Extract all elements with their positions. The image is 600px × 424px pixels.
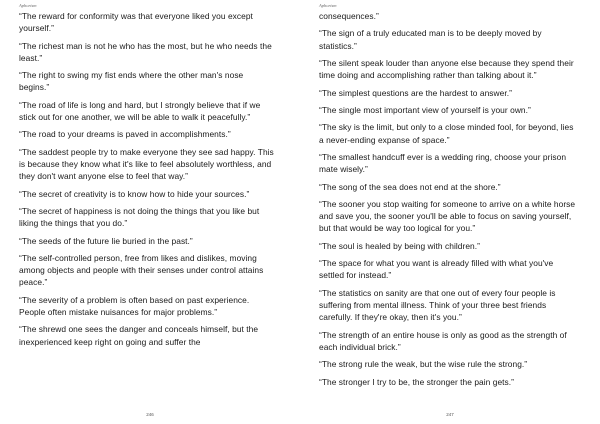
quote-list xyxy=(319,10,576,393)
quote: “The secret of creativity is to know how to hide your sources.” xyxy=(19,188,250,199)
quote: “The sky is the limit, but only to a close minded fool, for beyond, lies a never-ending expanse of space.” xyxy=(319,122,574,145)
quote: “The reward for conformity was that everyone liked you except yourself.” xyxy=(19,11,253,34)
quote: “The soul is healed by being with children.” xyxy=(319,240,480,251)
quote: “The self-controlled person, free from likes and dislikes, moving among objects and people with their senses under control attains peace.” xyxy=(19,252,264,288)
quote: “The statistics on sanity are that one out of every four people is suffering from mental illness. Think of your three best friends carefully. If they're okay, then it's you.” xyxy=(319,287,556,323)
quote: “The stronger I try to be, the stronger the pain gets.” xyxy=(319,376,515,387)
quote: “The song of the sea does not end at the shore.” xyxy=(319,181,501,192)
quote: “The silent speak louder than anyone else because they spend their time doing and accomplishing rather than talking about it.” xyxy=(319,57,574,81)
quote: “The sign of a truly educated man is to be deeply moved by statistics.” xyxy=(319,28,542,51)
page-number: 246 xyxy=(146,412,154,417)
right-page xyxy=(300,0,600,424)
quote: consequences.” xyxy=(319,11,379,21)
quote: “The richest man is not he who has the most, but he who needs the least.” xyxy=(19,40,272,63)
quote: “The secret of happiness is not doing the things that you like but liking the things that you do.” xyxy=(19,205,260,229)
quote: “The strong rule the weak, but the wise rule the strong.” xyxy=(319,359,528,370)
quote: “The road to your dreams is paved in accomplishments.” xyxy=(19,129,231,140)
quote: “The shrewd one sees the danger and conceals himself, but the inexperienced keep right on going and suffer the xyxy=(19,324,259,347)
quote-list xyxy=(19,10,274,353)
running-head: Aphorism xyxy=(19,3,37,8)
quote: “The saddest people try to make everyone they see sad happy. This is because they know what it's like to feel absolutely worthless, and they don't want anyone else to feel that way.” xyxy=(19,146,274,182)
quote: “The simplest questions are the hardest to answer.” xyxy=(319,87,512,98)
quote: “The single most important view of yourself is your own.” xyxy=(319,104,531,115)
page-number: 247 xyxy=(446,412,454,417)
quote: “The road of life is long and hard, but I strongly believe that if we stick out for one another, we will be able to walk it peacefully.” xyxy=(19,99,261,122)
running-head: Aphorism xyxy=(319,3,337,8)
quote: “The seeds of the future lie buried in the past.” xyxy=(19,235,193,246)
quote: “The severity of a problem is often based on past experience. People often mistake nuisances for major problems.” xyxy=(19,294,250,317)
quote: “The right to swing my fist ends where the other man's nose begins.” xyxy=(19,70,244,93)
quote: “The strength of an entire house is only as good as the strength of each individual brick.” xyxy=(319,329,567,352)
quote: “The smallest handcuff ever is a wedding ring, choose your prison mate wisely.” xyxy=(319,151,567,175)
quote: “The space for what you want is already filled with what you've settled for instead.” xyxy=(319,258,554,281)
quote: “The sooner you stop waiting for someone to arrive on a white horse and save you, the sooner you'll be able to focus on saving yourself, but that would be way too logical for you.” xyxy=(319,198,576,234)
